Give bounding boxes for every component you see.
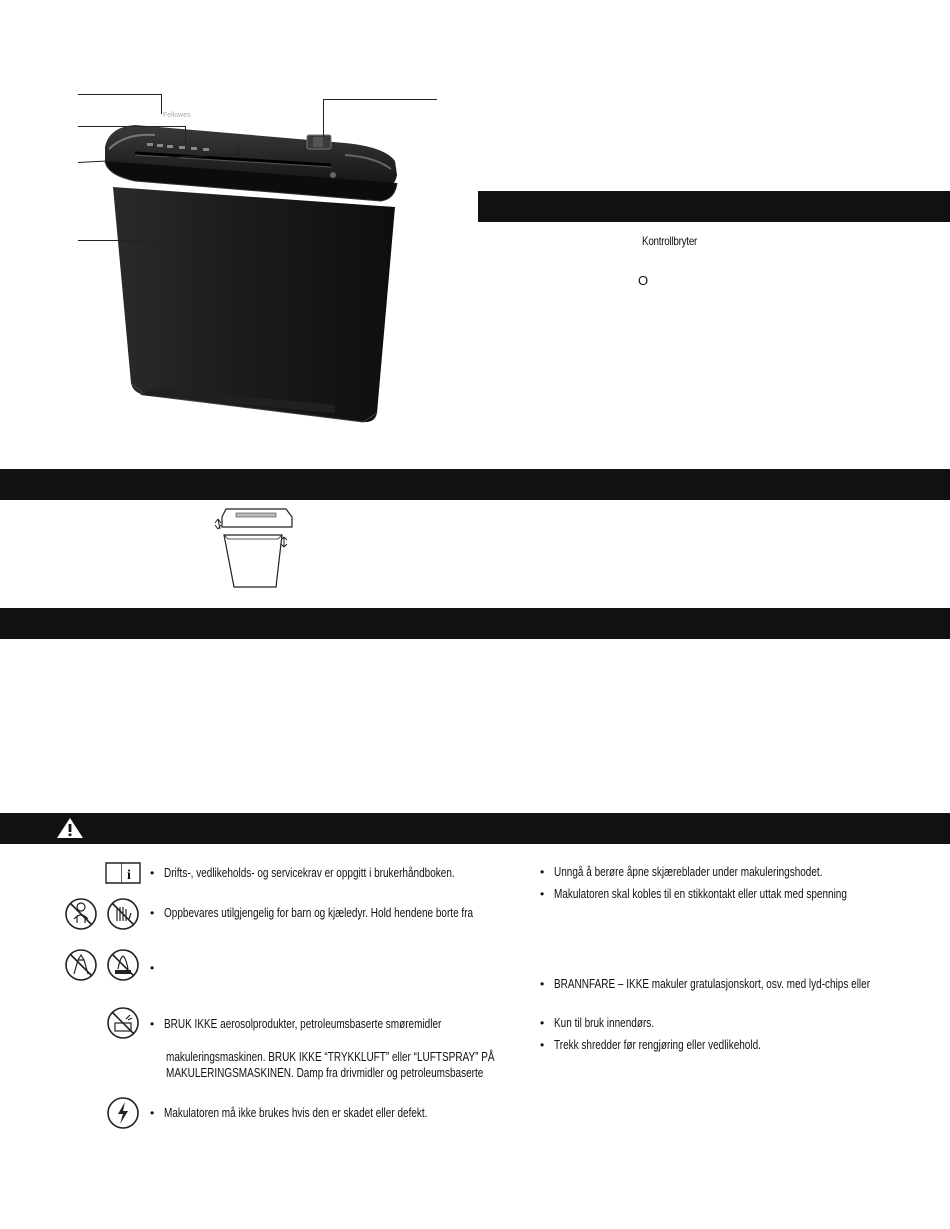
warning-right-item-4 [540,1016,679,1031]
section-header-bar-3 [0,608,950,639]
bullet: • [150,961,155,975]
warning-text: Kun til bruk innendørs. [554,1016,655,1030]
warning-left-item-4 [150,1017,511,1032]
callout-line-1 [78,94,162,95]
callout-line-4 [78,240,168,241]
svg-text:Fellowes: Fellowes [163,112,191,119]
warning-section-header-bar [0,813,950,844]
bullet: • [150,906,155,920]
svg-text:i: i [127,868,131,883]
warning-text-continuation: MAKULERINGSMASKINEN. Damp fra drivmidler og petroleumsbaserte [166,1066,484,1080]
bin-body [113,187,395,422]
callout-line-2-drop [185,126,186,144]
warning-text: Oppbevares utilgjengelig for barn og kjæledyr. Hold hendene borte fra [164,906,474,920]
section-header-bar-2 [0,469,950,500]
callout-line-1-drop [161,94,162,114]
warning-right-item-1 [540,865,890,880]
warning-text: BRANNFARE – IKKE makuler gratulasjonskort, osv. med lyd-chips eller [554,977,871,991]
warning-right-item-2 [540,887,920,902]
assembly-illustration [212,505,302,595]
warning-right-item-5 [540,1038,813,1053]
bullet: • [540,1016,545,1030]
warning-text: Unngå å berøre åpne skjæreblader under makuleringshodet. [554,865,823,879]
warning-left-item-1 [150,866,527,881]
no-children-icon [64,897,98,931]
bullet: • [540,1038,545,1052]
warning-text: Trekk shredder før rengjøring eller vedlikehold. [554,1038,761,1052]
no-hands-icon [106,897,140,931]
manual-info-icon [103,860,143,886]
bullet: • [540,887,545,901]
warning-left-item-3 [150,961,164,976]
warning-text: Drifts-, vedlikeholds- og servicekrav er oppgitt i brukerhåndboken. [164,866,455,880]
off-symbol: O [638,273,649,288]
callout-line-3-drop [238,144,239,156]
bullet: • [540,977,545,991]
warning-text: Makulatoren må ikke brukes hvis den er skadet eller defekt. [164,1106,428,1120]
warning-left-item-2 [150,906,550,921]
bullet: • [150,1106,155,1120]
warning-triangle-icon [56,817,84,839]
bullet: • [540,865,545,879]
callout-line-switch-drop [323,99,324,137]
bullet: • [150,1017,155,1031]
shredder-illustration [95,95,405,425]
warning-right-item-3 [540,977,949,992]
control-section-header-bar [478,191,950,222]
warning-text-continuation: makuleringsmaskinen. BRUK IKKE “TRYKKLUFT” eller “LUFTSPRAY” PÅ [166,1050,495,1064]
control-switch-label: Kontrollbryter [642,234,698,248]
electric-hazard-icon [106,1096,140,1130]
warning-text: Makulatoren skal kobles til en stikkontakt eller uttak med spenning [554,887,847,901]
no-loose-clothing-icon [64,948,98,982]
callout-line-2 [78,126,186,127]
bullet: • [150,866,155,880]
no-hair-icon [106,948,140,982]
callout-line-switch [323,99,437,100]
no-aerosol-icon [106,1006,140,1040]
warning-left-item-5 [150,1106,493,1121]
warning-text: BRUK IKKE aerosolprodukter, petroleumsbaserte smøremidler [164,1017,442,1031]
